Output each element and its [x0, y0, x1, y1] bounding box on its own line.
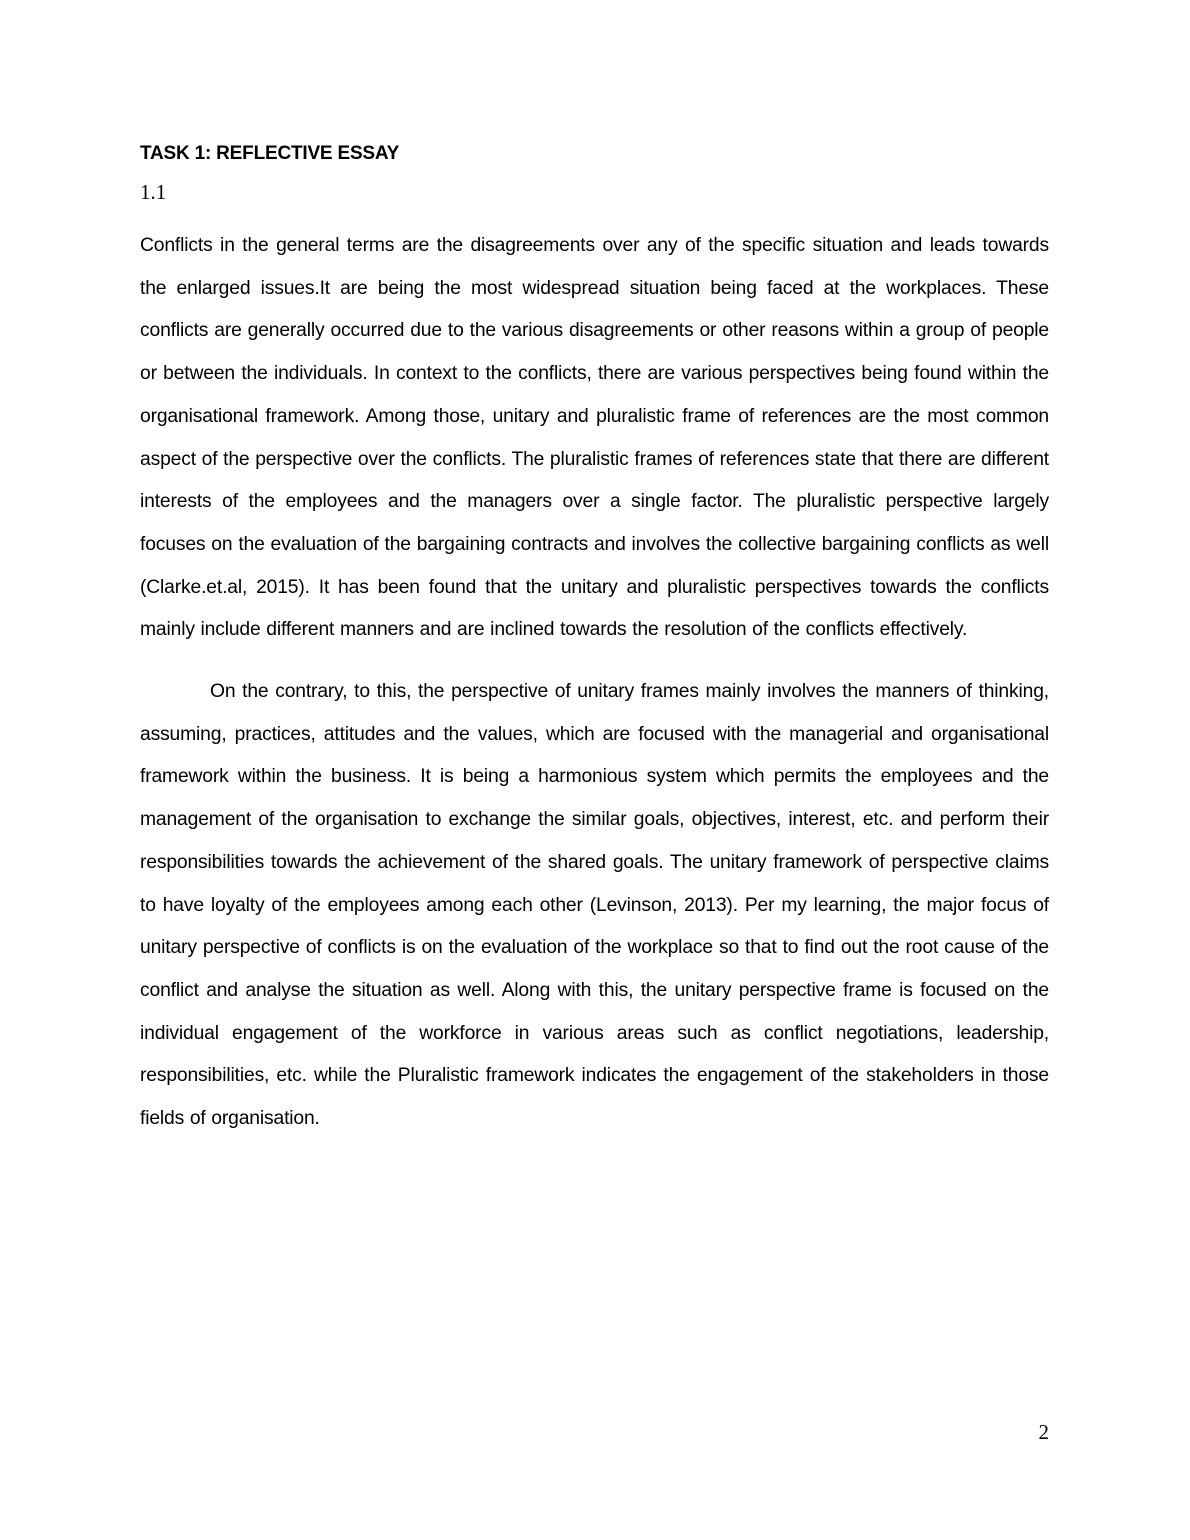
page-number: 2 — [1038, 1420, 1049, 1444]
section-number: 1.1 — [140, 180, 167, 204]
body-paragraph-2: On the contrary, to this, the perspective of unitary frames mainly involves the manners of thinking, assuming, practices, attitudes and the values, which are focused with the managerial and organisational framework within the business. It is being a harmonious system which permits the employees and the management of the organisation to exchange the similar goals, objectives, interest, etc. and perform their responsibilities towards the achievement of the shared goals. The unitary framework of perspective claims to have loyalty of the employees among each other (Levinson, 2013). Per my learning, the major focus of unitary perspective of conflicts is on the evaluation of the workplace so that to find out the root cause of the conflict and analyse the situation as well. Along with this, the unitary perspective frame is focused on the individual engagement of the workforce in various areas such as conflict negotiations, leadership, responsibilities, etc. while the Pluralistic framework indicates the engagement of the stakeholders in those fields of organisation. — [140, 681, 1049, 1130]
body-paragraph-1: Conflicts in the general terms are the disagreements over any of the specific situation and leads towards the enlarged issues.It are being the most widespread situation being faced at the workplaces. These conflicts are generally occurred due to the various disagreements or other reasons within a group of people or between the individuals. In context to the conflicts, there are various perspectives being found within the organisational framework. Among those, unitary and pluralistic frame of references are the most common aspect of the perspective over the conflicts. The pluralistic frames of references state that there are different interests of the employees and the managers over a single factor. The pluralistic perspective largely focuses on the evaluation of the bargaining contracts and involves the collective bargaining conflicts as well (Clarke.et.al, 2015). It has been found that the unitary and pluralistic perspectives towards the conflicts mainly include different manners and are inclined towards the resolution of the conflicts effectively. — [140, 235, 1049, 641]
essay-heading: TASK 1: REFLECTIVE ESSAY — [140, 143, 400, 164]
page-content — [140, 138, 1049, 1141]
